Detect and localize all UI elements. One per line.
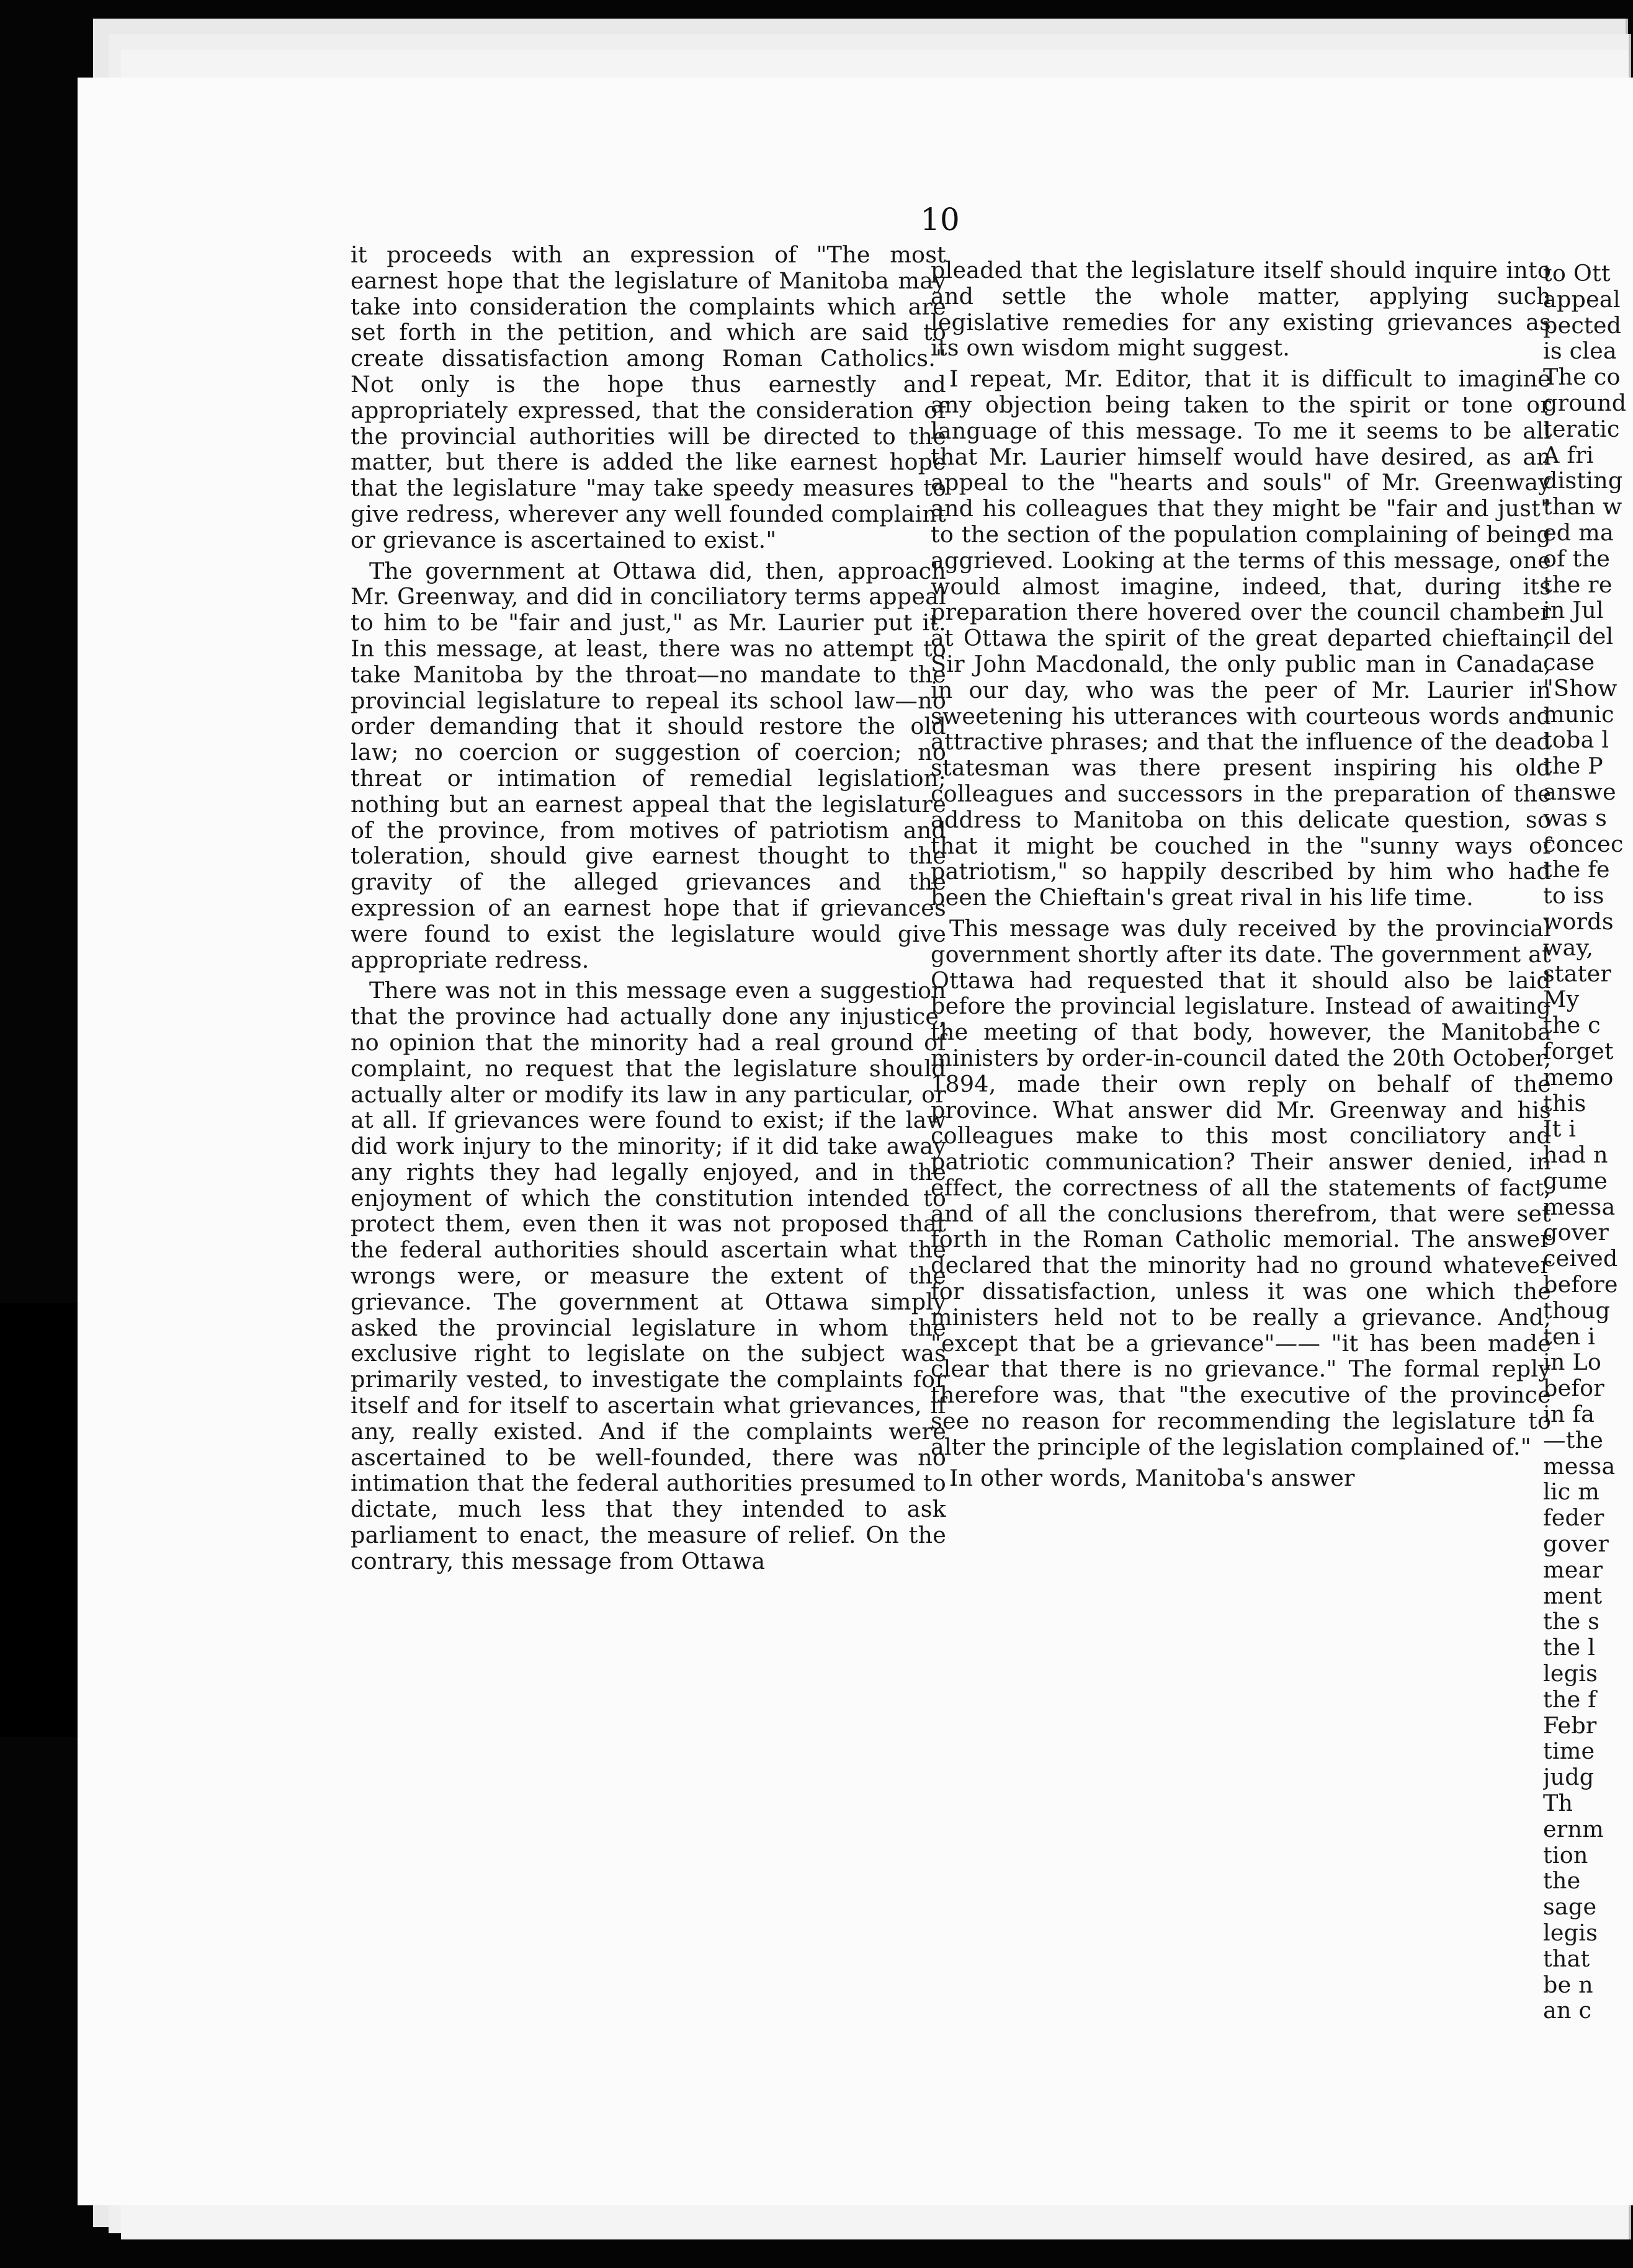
column-left	[351, 242, 946, 1579]
line-fragment: an c	[1543, 1998, 1592, 2024]
line-fragment: pected	[1543, 312, 1622, 339]
paragraph: it proceeds with an expression of "The most earnest hope that the legislature of Manitoba may take into consideration the complaints which are set forth in the petition, and which are said to create dissatisfaction among Roman Catholics." Not only is the hope thus earnestly and appropriately expressed, that the consideration of the provincial authorities will be directed to the matter, but there is added the like earnest hope that the legislature "may take speedy measures to give redress, wherever any well founded complaint or grievance is ascertained to exist."	[351, 241, 946, 553]
paragraph: The government at Ottawa did, then, approach Mr. Greenway, and did in conciliatory terms appeal to him to be "fair and just," as Mr. Laurier put it. In this message, at least, there was no attempt to take Manitoba by the throat—no mandate to the provincial legislature to repeal its school law—no order demanding that it should restore the old law; no coercion or suggestion of coercion; no threat or intimation of remedial legislation; nothing but an earnest appeal that the legislature of the province, from motives of patriotism and toleration, should give earnest thought to the gravity of the alleged grievances and the expression of an earnest hope that if grievances were found to exist the legislature would give appropriate redress.	[351, 557, 946, 973]
line-fragment: case	[1543, 649, 1595, 676]
line-fragment: legis	[1543, 1920, 1598, 1946]
line-fragment: the re	[1543, 571, 1613, 598]
line-fragment: sage	[1543, 1894, 1597, 1920]
line-fragment: memo	[1543, 1064, 1614, 1091]
document-page	[78, 78, 1633, 2205]
line-fragment: toba l	[1543, 727, 1609, 754]
line-fragment: "Show	[1543, 675, 1617, 702]
line-fragment: the	[1543, 1868, 1581, 1895]
line-fragment: in Lo	[1543, 1349, 1601, 1376]
line-fragment: to Ott	[1543, 261, 1611, 287]
line-fragment: this	[1543, 1090, 1586, 1117]
paragraph: In other words, Manitoba's answer	[949, 1464, 1355, 1491]
line-fragment: lic m	[1543, 1479, 1600, 1506]
paragraph: pleaded that the legislature itself should inquire into and settle the whole matter, applying such legislative remedies for any existing grievances as its own wisdom might suggest.	[931, 257, 1551, 362]
line-fragment: the s	[1543, 1609, 1600, 1635]
line-fragment: ten i	[1543, 1323, 1596, 1350]
line-fragment: the c	[1543, 1012, 1601, 1038]
line-fragment: disting	[1543, 468, 1623, 494]
line-fragment: messa	[1543, 1194, 1616, 1220]
line-fragment: judg	[1543, 1764, 1595, 1791]
line-fragment: tion	[1543, 1842, 1588, 1868]
line-fragment: of the	[1543, 545, 1611, 572]
line-fragment: messa	[1543, 1453, 1616, 1480]
scan-border-blot	[0, 1303, 87, 1737]
paragraph: I repeat, Mr. Editor, that it is difficult to imagine any objection being taken to the spirit or tone or language of this message. To me it seems to be all that Mr. Laurier himself would have desired, as an appeal to the "hearts and souls" of Mr. Greenway and his colleagues that they might be "fair and just" to the section of the population complaining of being aggrieved. Looking at the terms of this message, one would almost imagine, indeed, that, during its preparation there hovered over the council chamber at Ottawa the spirit of the great departed chieftain, Sir John Macdonald, the only public man in Canada, in our day, who was the peer of Mr. Laurier in sweetening his utterances with courteous words and attractive phrases; and that the influence of the dead statesman was there present inspiring his old colleagues and successors in the preparation of the address to Manitoba on this delicate question, so that it might be couched in the "sunny ways of patriotism," so happily described by him who had been the Chieftain's great rival in his life time.	[931, 365, 1551, 911]
line-fragment: the P	[1543, 753, 1603, 779]
line-fragment: that	[1543, 1945, 1590, 1972]
line-fragment: in Jul	[1543, 597, 1604, 624]
line-fragment: was s	[1543, 805, 1608, 831]
page-number: 10	[920, 202, 960, 238]
line-fragment: Febr	[1543, 1712, 1597, 1739]
line-fragment: the f	[1543, 1686, 1596, 1713]
line-fragment: than w	[1543, 494, 1622, 520]
column-right-cropped	[1543, 261, 1633, 2024]
line-fragment: concec	[1543, 831, 1624, 857]
line-fragment: ed ma	[1543, 519, 1614, 546]
line-fragment: The co	[1543, 364, 1621, 390]
paragraph: This message was duly received by the provincial government shortly after its date. The government at Ottawa had requested that it should also be laid before the provincial legislature. Instead of awaiting the meeting of that body, however, the Manitoba ministers by order-in-council dated the 20th October, 1894, made their own reply on behalf of the province. What answer did Mr. Greenway and his colleagues make to this most conciliatory and patriotic communication? Their answer denied, in effect, the correctness of all the statements of fact, and of all the conclusions therefrom, that were set forth in the Roman Catholic memorial. The answer declared that the minority had no ground whatever for dissatisfaction, unless it was one which the ministers held not to be really a grievance. And, "except that be a grievance"—— "it has been made clear that there is no grievance." The formal reply therefore was, that "the executive of the province see no reason for recommending the legislature to alter the principle of the legislation complained of."	[931, 914, 1551, 1460]
line-fragment: legis	[1543, 1661, 1598, 1687]
line-fragment: time	[1543, 1738, 1595, 1765]
line-fragment: A fri	[1543, 442, 1594, 468]
line-fragment: My	[1543, 986, 1580, 1013]
line-fragment: forget	[1543, 1038, 1614, 1065]
line-fragment: in fa	[1543, 1401, 1595, 1427]
line-fragment: is clea	[1543, 338, 1617, 365]
line-fragment: words	[1543, 908, 1614, 935]
line-fragment: appeal	[1543, 286, 1621, 313]
line-fragment: to iss	[1543, 883, 1604, 909]
line-fragment: munic	[1543, 701, 1614, 728]
line-fragment: feder	[1543, 1505, 1604, 1532]
line-fragment: cil del	[1543, 623, 1614, 650]
line-fragment: had n	[1543, 1142, 1608, 1168]
line-fragment: —the	[1543, 1427, 1604, 1453]
line-fragment: ernm	[1543, 1816, 1604, 1842]
line-fragment: stater	[1543, 960, 1612, 987]
line-fragment: way,	[1543, 934, 1594, 961]
line-fragment: thoug	[1543, 1297, 1611, 1324]
line-fragment: gover	[1543, 1220, 1609, 1246]
line-fragment: ground	[1543, 390, 1627, 416]
line-fragment: ceived	[1543, 1246, 1618, 1272]
line-fragment: ment	[1543, 1583, 1603, 1609]
line-fragment: teratic	[1543, 416, 1620, 442]
line-fragment: before	[1543, 1272, 1618, 1298]
line-fragment: the l	[1543, 1635, 1596, 1661]
line-fragment: befor	[1543, 1375, 1604, 1402]
column-middle	[931, 257, 1551, 1496]
paragraph: There was not in this message even a suggestion that the province had actually done any injustice, no opinion that the minority had a real ground of complaint, no request that the legislature should actually alter or modify its law in any particular, or at all. If grievances were found to exist; if the law did work injury to the minority; if it did take away any rights they had legally enjoyed, and in the enjoyment of which the constitution intended to protect them, even then it was not proposed that the federal authorities should ascertain what the wrongs were, or measure the extent of the grievance. The government at Ottawa simply asked the provincial legislature in whom the exclusive right to legislate on the subject was primarily vested, to investigate the complaints for itself and for itself to ascertain what grievances, if any, really existed. And if the complaints were ascertained to be well-founded, there was no intimation that the federal authorities presumed to dictate, much less that they intended to ask parliament to enact, the measure of relief. On the contrary, this message from Ottawa	[351, 977, 946, 1574]
line-fragment: be n	[1543, 1971, 1593, 1998]
line-fragment: answe	[1543, 779, 1616, 805]
line-fragment: gume	[1543, 1167, 1608, 1194]
line-fragment: the fe	[1543, 857, 1610, 883]
line-fragment: mear	[1543, 1556, 1603, 1583]
line-fragment: It i	[1543, 1116, 1577, 1143]
line-fragment: Th	[1543, 1790, 1573, 1816]
line-fragment: gover	[1543, 1531, 1609, 1557]
